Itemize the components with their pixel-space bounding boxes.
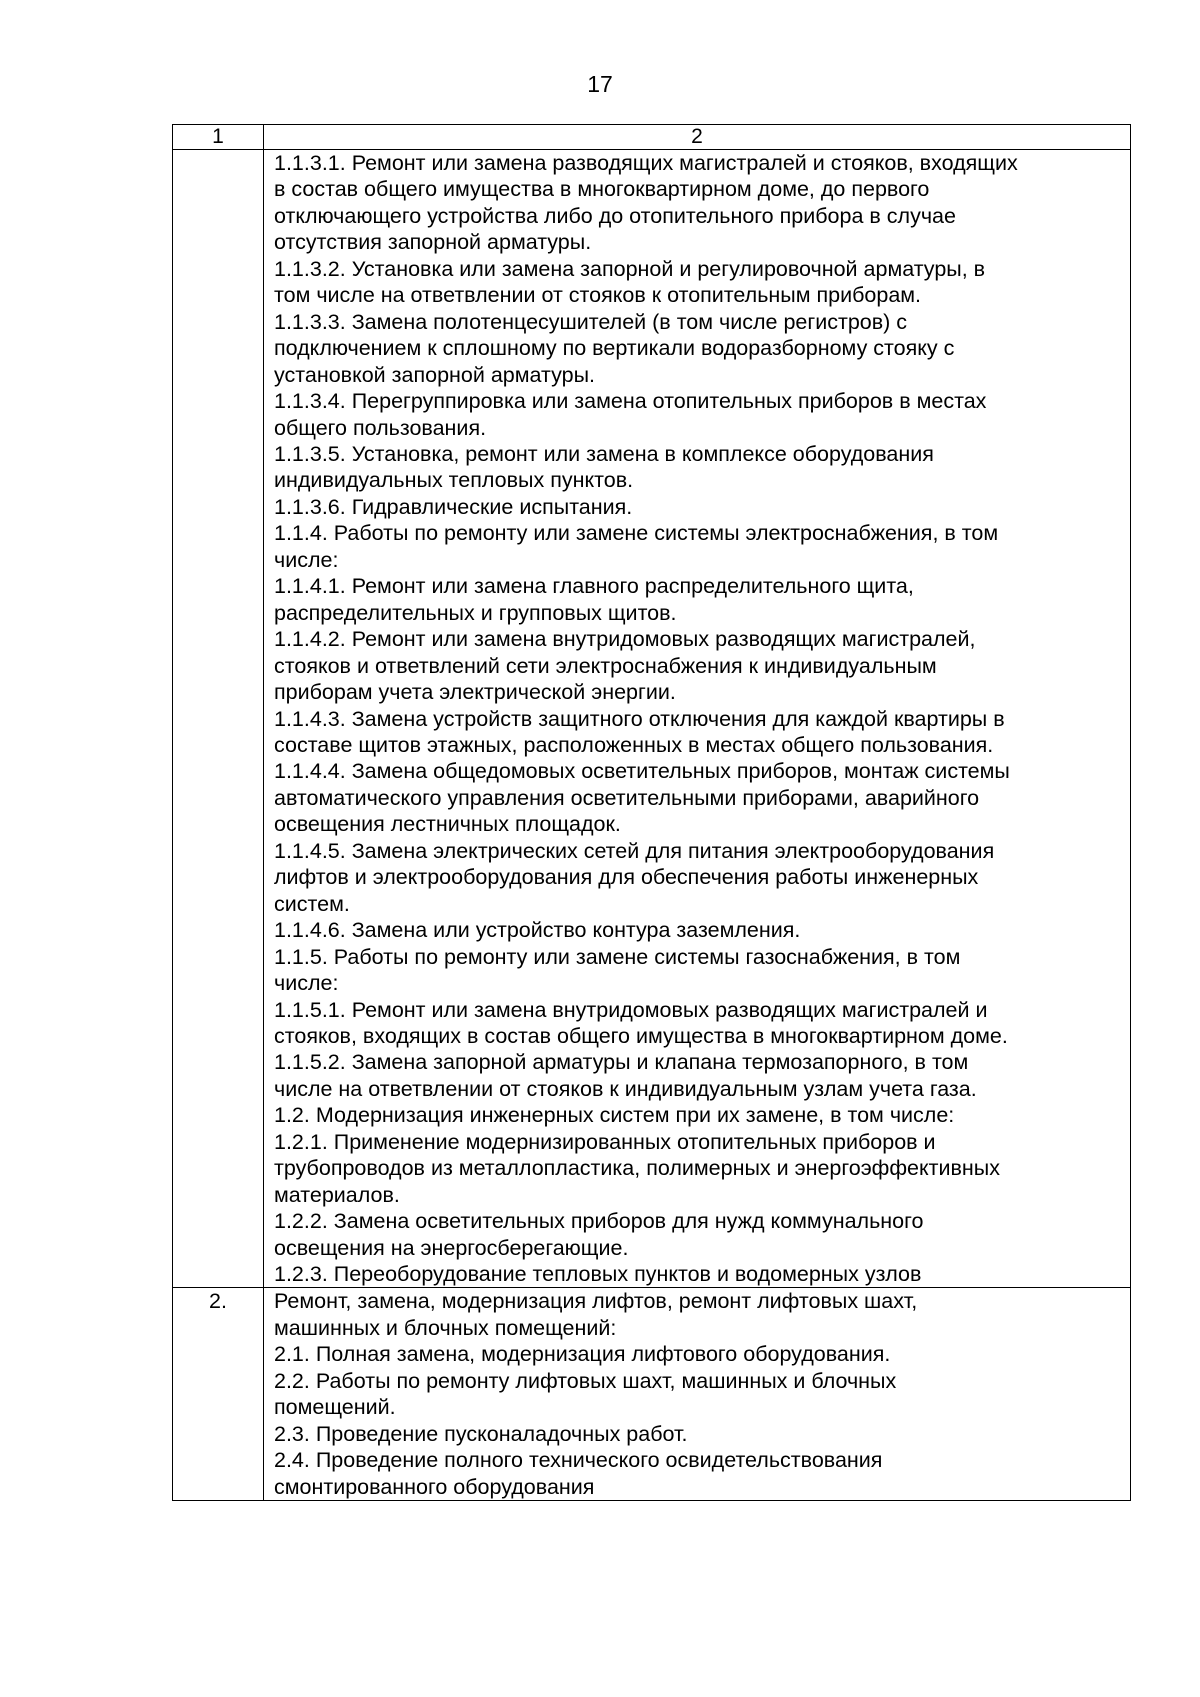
row-text-cell <box>264 1288 1131 1501</box>
text-line: 1.1.3.5. Установка, ремонт или замена в комплексе оборудования <box>274 441 934 466</box>
text-line: трубопроводов из металлопластика, полимерных и энергоэффективных <box>274 1156 1001 1181</box>
text-line: 1.2.2. Замена осветительных приборов для нужд коммунального <box>274 1209 924 1234</box>
text-line: общего пользования. <box>274 415 487 440</box>
text-line: 1.1.4.3. Замена устройств защитного отключения для каждой квартиры в <box>274 706 1005 731</box>
text-line: 1.1.5.2. Замена запорной арматуры и клапана термозапорного, в том <box>274 1050 969 1075</box>
text-line: индивидуальных тепловых пунктов. <box>274 468 634 493</box>
text-line: помещений. <box>274 1395 396 1420</box>
text-line: 1.1.3.3. Замена полотенцесушителей (в том числе регистров) с <box>274 309 908 334</box>
header-row <box>173 125 1131 150</box>
text-line: 2.2. Работы по ремонту лифтовых шахт, машинных и блочных <box>274 1368 897 1393</box>
text-line: установкой запорной арматуры. <box>274 362 596 387</box>
text-line: 1.2. Модернизация инженерных систем при их замене, в том числе: <box>274 1103 955 1128</box>
text-line: 1.1.3.6. Гидравлические испытания. <box>274 494 633 519</box>
text-line: приборам учета электрической энергии. <box>274 680 676 705</box>
text-line: материалов. <box>274 1182 400 1207</box>
text-line: лифтов и электрооборудования для обеспечения работы инженерных <box>274 865 979 890</box>
text-line: составе щитов этажных, расположенных в местах общего пользования. <box>274 732 994 757</box>
text-line: том числе на ответвлении от стояков к отопительным приборам. <box>274 283 922 308</box>
text-line: 1.1.4.6. Замена или устройство контура заземления. <box>274 918 801 943</box>
text-line: систем. <box>274 891 350 916</box>
text-line: стояков и ответвлений сети электроснабжения к индивидуальным <box>274 653 937 678</box>
text-line: 1.1.3.4. Перегруппировка или замена отопительных приборов в местах <box>274 389 987 414</box>
table-header <box>173 125 1131 150</box>
text-line: 1.1.4. Работы по ремонту или замене системы электроснабжения, в том <box>274 521 999 546</box>
text-line: 1.1.4.2. Ремонт или замена внутридомовых разводящих магистралей, <box>274 627 976 652</box>
table-row <box>173 1288 1131 1501</box>
text-line: подключением к сплошному по вертикали водоразборному стояку с <box>274 336 955 361</box>
text-line: в состав общего имущества в многоквартирном доме, до первого <box>274 177 930 202</box>
text-line: освещения на энергосберегающие. <box>274 1235 629 1260</box>
text-line: 1.2.3. Переоборудование тепловых пунктов и водомерных узлов <box>274 1262 922 1287</box>
text-line: распределительных и групповых щитов. <box>274 600 677 625</box>
text-line: машинных и блочных помещений: <box>274 1315 617 1340</box>
column-header-1: 1 <box>173 125 264 150</box>
text-line: числе на ответвлении от стояков к индивидуальным узлам учета газа. <box>274 1076 977 1101</box>
text-line: 2.1. Полная замена, модернизация лифтового оборудования. <box>274 1342 891 1367</box>
text-line: смонтированного оборудования <box>274 1474 595 1499</box>
text-line: Ремонт, замена, модернизация лифтов, ремонт лифтовых шахт, <box>274 1289 918 1314</box>
table-row <box>173 150 1131 1288</box>
text-line: числе: <box>274 971 339 996</box>
text-line: освещения лестничных площадок. <box>274 812 621 837</box>
row-number-cell: 2. <box>173 1288 264 1501</box>
row-text-cell <box>264 150 1131 1288</box>
text-line: 2.3. Проведение пусконаладочных работ. <box>274 1421 688 1446</box>
text-line: 1.1.3.2. Установка или замена запорной и регулировочной арматуры, в <box>274 256 986 281</box>
text-line: 1.1.4.4. Замена общедомовых осветительных приборов, монтаж системы <box>274 759 1010 784</box>
column-header-2: 2 <box>264 125 1131 150</box>
text-line: 2.4. Проведение полного технического освидетельствования <box>274 1448 883 1473</box>
text-line: числе: <box>274 547 339 572</box>
text-line: 1.1.4.5. Замена электрических сетей для питания электрооборудования <box>274 838 995 863</box>
table-body <box>173 150 1131 1501</box>
text-line: 1.1.5.1. Ремонт или замена внутридомовых разводящих магистралей и <box>274 997 988 1022</box>
text-line: стояков, входящих в состав общего имущества в многоквартирном доме. <box>274 1023 1008 1048</box>
text-line: 1.1.3.1. Ремонт или замена разводящих магистралей и стояков, входящих <box>274 151 1018 175</box>
text-line: 1.1.5. Работы по ремонту или замене системы газоснабжения, в том <box>274 944 961 969</box>
text-line: автоматического управления осветительными приборами, аварийного <box>274 785 980 810</box>
text-line: отсутствия запорной арматуры. <box>274 230 592 255</box>
text-line: 1.1.4.1. Ремонт или замена главного распределительного щита, <box>274 574 914 599</box>
page-number: 17 <box>587 71 613 97</box>
text-line: отключающего устройства либо до отопительного прибора в случае <box>274 203 956 228</box>
text-line: 1.2.1. Применение модернизированных отопительных приборов и <box>274 1129 936 1154</box>
works-table <box>172 124 1131 1501</box>
row-number-cell <box>173 150 264 1288</box>
